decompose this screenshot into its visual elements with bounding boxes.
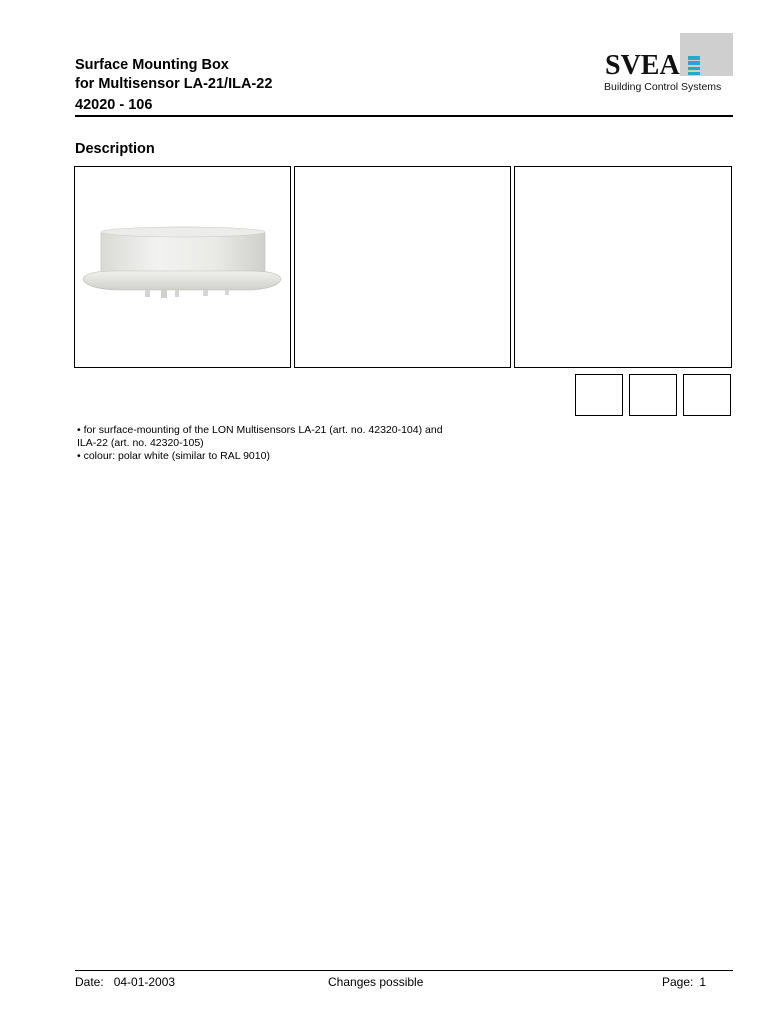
product-image-panel [74,166,291,368]
footer-date-label: Date: [75,975,104,989]
footer-page-label: Page: [662,975,694,989]
product-title-line-2: for Multisensor LA-21/ILA-22 [75,76,273,92]
footer-date [75,975,175,989]
footer-page-number: 1 [699,975,707,989]
article-number: 42020 - 106 [75,97,153,113]
footer-date-value: 04-01-2003 [113,975,176,989]
description-text [77,424,507,463]
footer-changes-note: Changes possible [328,975,424,989]
footer-page [662,975,706,989]
symbol-box-1 [575,374,623,416]
logo-subtitle: Building Control Systems [604,81,722,93]
empty-image-panel-2 [294,166,511,368]
empty-image-panel-3 [514,166,732,368]
description-bullet: • for surface-mounting of the LON Multisensors LA-21 (art. no. 42320-104) and ILA-22 (art. no. 42320-105) [77,424,443,449]
header-divider [75,115,733,117]
mounting-box-image [75,167,290,367]
section-heading: Description [75,141,155,157]
product-title [75,56,272,94]
product-title-line-1: Surface Mounting Box [75,57,229,73]
description-bullet: • colour: polar white (similar to RAL 9010) [77,450,270,462]
logo-wordmark: SVEA [605,50,680,81]
logo-bars-icon [688,56,700,76]
symbol-box-3 [683,374,731,416]
footer-divider [75,970,733,971]
symbol-box-2 [629,374,677,416]
company-logo [600,33,734,93]
